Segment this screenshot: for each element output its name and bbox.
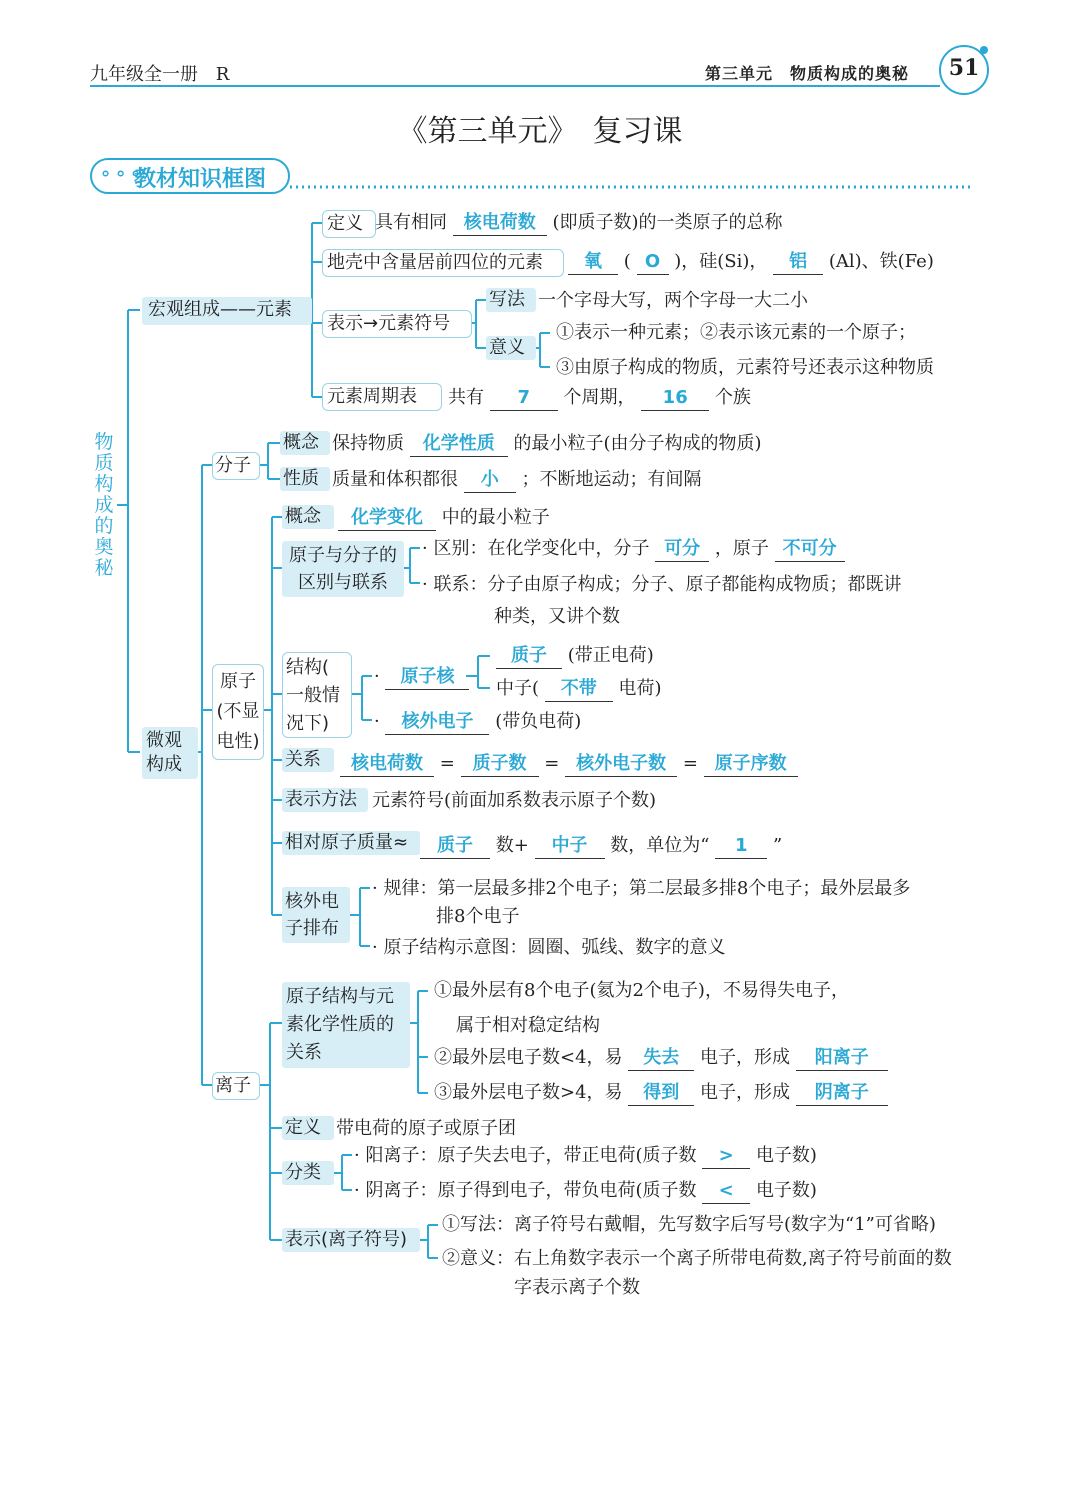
molecule-label: 分子: [212, 452, 260, 480]
ion-rel-tag-3: 关系: [286, 1042, 322, 1063]
atom-concept-tag: 概念: [282, 505, 334, 529]
text: (Al)、铁(Fe): [828, 251, 934, 272]
electron-line: [374, 710, 581, 735]
root-label: [92, 432, 116, 579]
rep-tag: 表示方法: [282, 788, 368, 812]
struct-tag: [282, 652, 352, 738]
atom-label-3: 电性): [216, 731, 260, 752]
text: 中的最小粒子: [441, 507, 550, 528]
root-label-char: 质: [94, 452, 114, 474]
text: 数，单位为“: [610, 835, 710, 856]
periodic-tag: 元素周期表: [322, 383, 442, 411]
symbol-tag: 表示→元素符号: [322, 310, 472, 338]
root-label-char: 物: [94, 431, 114, 453]
text: 电荷): [618, 678, 662, 699]
text: 质量和体积都很: [332, 469, 458, 490]
micro-label-2: 构成: [146, 754, 182, 775]
edition-label: R: [215, 64, 230, 85]
blank-answer: 核外电子数: [565, 752, 677, 777]
struct-tag-1: 结构(: [286, 657, 330, 678]
arrangement-1: · 规律：第一层最多排2个电子；第二层最多排8个电子；最外层最多: [372, 878, 911, 899]
root-label-char: 成: [94, 494, 114, 516]
atom-concept: [338, 506, 550, 531]
text: =: [439, 753, 455, 774]
arr-tag-2: 子排布: [285, 918, 339, 939]
text: ；不断地运动；有间隔: [521, 469, 702, 490]
text: (带负电荷): [495, 711, 582, 732]
rep-text: 元素符号(前面加系数表示原子个数): [372, 790, 657, 811]
blank-answer: >: [702, 1144, 750, 1169]
ion-rule-1b: 属于相对稳定结构: [456, 1015, 600, 1036]
blank-answer: <: [702, 1179, 750, 1204]
text: · 阳离子：原子失去电子，带正电荷(质子数: [354, 1145, 697, 1166]
blank-answer: 氧: [568, 250, 618, 275]
dot: ·: [374, 666, 386, 687]
relation-line: [340, 752, 798, 777]
text: ”: [772, 835, 783, 856]
ion-symbol-2: ②意义：右上角数字表示一个离子所带电荷数,离子符号前面的数: [442, 1248, 952, 1269]
ion-class-2: [354, 1179, 817, 1204]
link-1: · 联系：分子由原子构成；分子、原子都能构成物质；都既讲: [422, 574, 902, 595]
header-right: 第三单元 物质构成的奥秘: [705, 64, 910, 83]
arr-tag-1: 核外电: [285, 891, 339, 912]
nucleus-line: [374, 665, 469, 690]
mass-line: [420, 834, 782, 859]
text: 电子数): [755, 1180, 817, 1201]
blank-answer: 核电荷数: [340, 752, 434, 777]
text: 数+: [495, 835, 529, 856]
blank-answer: 小: [464, 468, 516, 493]
text: 保持物质: [332, 433, 404, 454]
blank-answer: 核外电子: [385, 710, 489, 735]
ion-rule-3: [434, 1081, 888, 1106]
bubbles-icon: ⚬⚬⚬: [98, 164, 144, 185]
text: ，原子: [714, 538, 769, 559]
blank-answer: 16: [641, 386, 709, 411]
ion-rule-2: [434, 1046, 888, 1071]
text: 电子数): [755, 1145, 817, 1166]
blank-answer: 原子核: [385, 665, 469, 690]
write-text: 一个字母大写，两个字母一大二小: [538, 290, 808, 311]
text: 个周期，: [563, 387, 636, 408]
blank-answer: 化学性质: [410, 432, 508, 457]
ion-symbol-1: ①写法：离子符号右戴帽，先写数字后写号(数字为“1”可省略): [442, 1214, 936, 1235]
micro-label: [142, 727, 198, 779]
blank-answer: 质子: [496, 644, 562, 669]
crust-line: [568, 250, 934, 275]
meaning-2: ③由原子构成的物质，元素符号还表示这种物质: [556, 357, 934, 378]
meaning-tag: 意义: [486, 336, 536, 360]
text: (即质子数)的一类原子的总称: [552, 212, 783, 233]
text: 的最小粒子(由分子构成的物质): [513, 433, 762, 454]
definition-line: [375, 211, 783, 236]
blank-answer: 质子: [420, 834, 490, 859]
root-label-char: 的: [94, 515, 114, 537]
header-left: [90, 60, 229, 86]
link-2: 种类，又讲个数: [494, 606, 620, 627]
text: =: [682, 753, 698, 774]
grade-label: 九年级全一册: [90, 64, 198, 85]
proton-line: [496, 644, 654, 669]
text: (: [623, 251, 631, 272]
molecule-prop: [332, 468, 701, 493]
diff-tag-1: 原子与分子的: [289, 545, 397, 566]
blank-answer: 化学变化: [338, 506, 436, 531]
atom-label: [212, 664, 264, 760]
text: 个族: [714, 387, 751, 408]
text: ③最外层电子数>4，易: [434, 1082, 623, 1103]
periodic-line: [448, 386, 751, 411]
blank-answer: O: [637, 250, 669, 275]
ion-relation-tag: [282, 982, 410, 1068]
root-label-char: 奥: [94, 536, 114, 558]
section-badge-label: 教材知识框图: [134, 167, 267, 192]
text: · 区别：在化学变化中，分子: [422, 538, 650, 559]
blank-answer: 得到: [628, 1081, 694, 1106]
struct-tag-2: 一般情: [286, 685, 340, 706]
arrangement-tag: [282, 887, 350, 943]
blank-answer: 失去: [628, 1046, 694, 1071]
blank-answer: 原子序数: [704, 752, 798, 777]
page-title: 《第三单元》 复习课: [397, 114, 683, 149]
definition-tag: 定义: [322, 210, 376, 238]
blank-answer: 1: [715, 834, 767, 859]
ion-rel-tag-1: 原子结构与元: [286, 986, 394, 1007]
ion-class-tag: 分类: [282, 1161, 334, 1185]
atom-label-2: (不显: [216, 701, 260, 722]
molecule-concept: [332, 432, 762, 457]
blank-answer: 铝: [773, 250, 823, 275]
text: =: [544, 753, 560, 774]
text: 具有相同: [375, 212, 447, 233]
section-badge: [90, 158, 290, 194]
blank-answer: 核电荷数: [453, 211, 547, 236]
text: 电子，形成: [700, 1082, 791, 1103]
text: (带正电荷): [567, 645, 654, 666]
text: ②最外层电子数<4，易: [434, 1047, 623, 1068]
diff-tag-2: 区别与联系: [298, 572, 388, 593]
blank-answer: 中子: [535, 834, 605, 859]
text: · 阴离子：原子得到电子，带负电荷(质子数: [354, 1180, 697, 1201]
ion-symbol-2b: 字表示离子个数: [514, 1277, 640, 1298]
ion-label: 离子: [212, 1072, 260, 1100]
crust-tag: 地壳中含量居前四位的元素: [322, 249, 564, 277]
root-label-char: 构: [94, 473, 114, 495]
write-tag: 写法: [486, 288, 536, 312]
relation-tag: 关系: [282, 748, 334, 772]
molecule-concept-tag: 概念: [280, 431, 330, 455]
arrangement-2: · 原子结构示意图：圆圈、弧线、数字的意义: [372, 937, 726, 958]
blank-answer: 不可分: [775, 537, 845, 562]
text: 中子(: [496, 678, 540, 699]
ion-def-tag: 定义: [282, 1116, 334, 1140]
ion-rule-1: ①最外层有8个电子(氦为2个电子)，不易得失电子，: [434, 980, 849, 1001]
page-number: 51: [948, 55, 980, 81]
neutron-line: [496, 677, 662, 702]
molecule-prop-tag: 性质: [280, 467, 330, 491]
ion-symbol-tag: 表示(离子符号): [282, 1228, 420, 1252]
blank-answer: 不带: [545, 677, 613, 702]
blank-answer: 可分: [655, 537, 709, 562]
ion-def: 带电荷的原子或原子团: [336, 1118, 516, 1139]
blank-answer: 7: [490, 386, 558, 411]
dot: ·: [374, 711, 386, 732]
arrangement-1b: 排8个电子: [436, 906, 520, 927]
root-label-char: 秘: [94, 557, 114, 579]
ion-rel-tag-2: 素化学性质的: [286, 1014, 394, 1035]
text: )，硅(Si)，: [674, 251, 768, 272]
blank-answer: 质子数: [461, 752, 539, 777]
diff-tag: [282, 541, 404, 597]
text: 共有: [448, 387, 484, 408]
text: 电子，形成: [700, 1047, 791, 1068]
mass-tag: 相对原子质量≈: [282, 831, 420, 855]
blank-answer: 阳离子: [796, 1046, 888, 1071]
meaning-1: ①表示一种元素；②表示该元素的一个原子；: [556, 322, 916, 343]
atom-label-1: 原子: [220, 671, 256, 692]
macro-label: 宏观组成——元素: [142, 297, 312, 325]
struct-tag-3: 况下): [286, 713, 330, 734]
micro-label-1: 微观: [146, 730, 182, 751]
blank-answer: 阴离子: [796, 1081, 888, 1106]
diff-line: [422, 537, 845, 562]
ion-class-1: [354, 1144, 817, 1169]
